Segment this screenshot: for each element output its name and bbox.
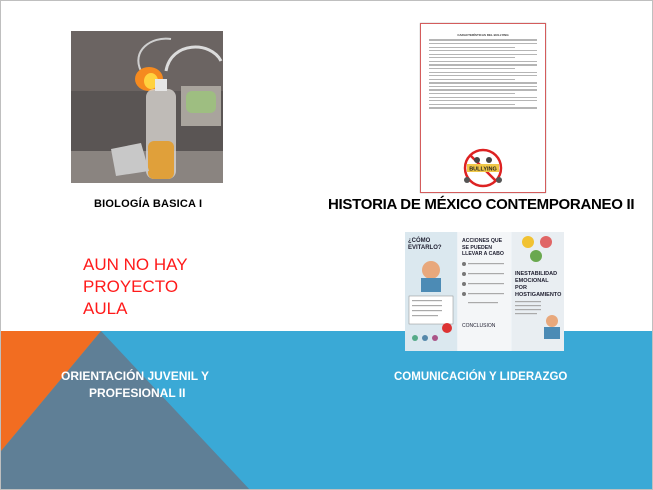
- infographic-panel-2: [458, 232, 511, 351]
- caption-comunicacion: COMUNICACIÓN Y LIDERAZGO: [394, 371, 568, 383]
- stamp-text: BULLYING: [469, 166, 497, 173]
- caption-historia: HISTORIA DE MÉXICO CONTEMPORANEO II: [328, 196, 635, 213]
- no-proyecto-notice: [83, 254, 188, 320]
- panel1-title: ¿CÓMO EVITARLO?: [408, 238, 442, 251]
- infographic-thumbnail: [405, 232, 564, 351]
- infographic-panel-1: [405, 232, 457, 351]
- caption-orientacion-line2: PROFESIONAL II: [89, 386, 186, 400]
- panel3-title: INESTABILIDAD EMOCIONAL POR HOSTIGAMIENTO: [515, 271, 562, 298]
- document-title: CARACTERÍSTICAS DEL BULLYING: [457, 33, 509, 37]
- panel2-title: ACCIONES QUE SE PUEDEN LLEVAR A CABO: [462, 238, 504, 257]
- no-proyecto-line3: AULA: [83, 299, 128, 318]
- bottom-band: [1, 331, 653, 490]
- panel2-footer: CONCLUSION: [462, 322, 496, 329]
- no-proyecto-line2: PROYECTO: [83, 277, 179, 296]
- no-proyecto-line1: AUN NO HAY: [83, 255, 188, 274]
- document-thumbnail: [420, 23, 546, 193]
- infographic-panel-3: [512, 232, 564, 351]
- caption-orientacion-line1: ORIENTACIÓN JUVENIL Y: [61, 369, 210, 383]
- biology-photo: [71, 31, 223, 183]
- caption-orientacion: [61, 368, 261, 402]
- caption-biologia: BIOLOGÍA BASICA I: [94, 198, 203, 210]
- no-bullying-stamp-icon: [453, 146, 513, 190]
